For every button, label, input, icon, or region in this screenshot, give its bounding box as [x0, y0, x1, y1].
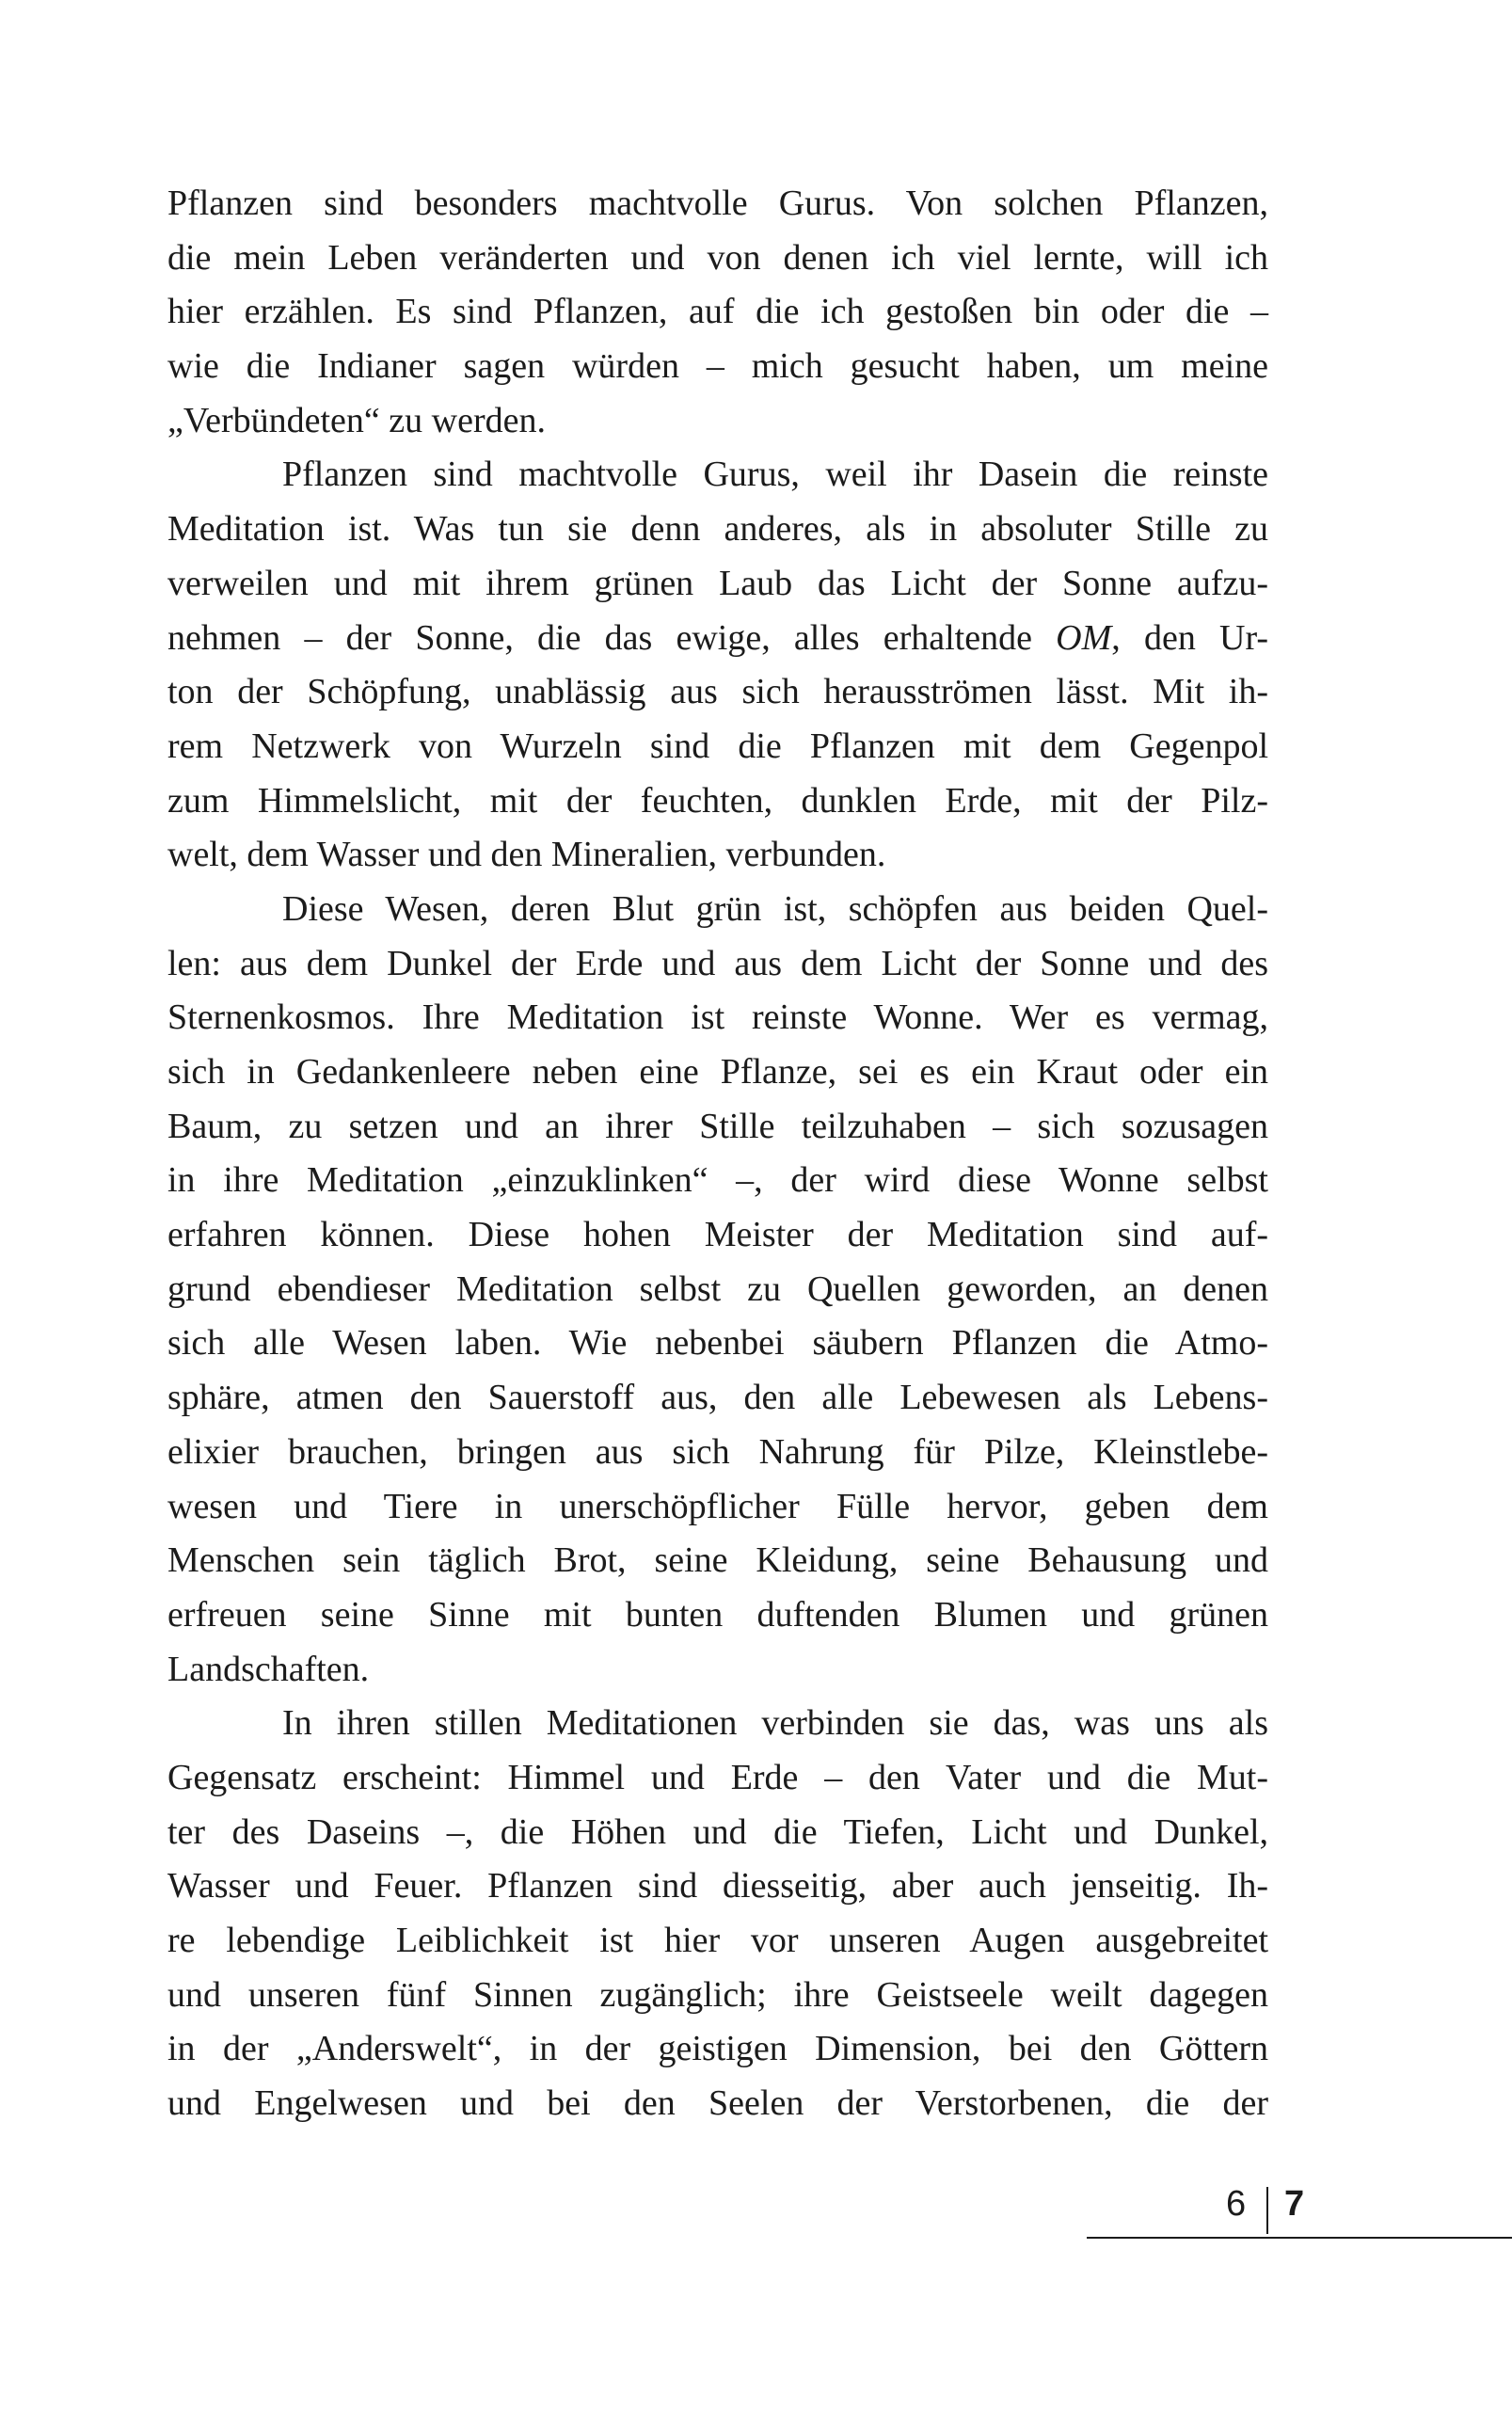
- text-line: elixier brauchen, bringen aus sich Nahrung für Pilze, Kleinstlebe-: [167, 1431, 1268, 1472]
- text-line: die mein Leben veränderten und von denen ich viel lernte, will ich: [167, 237, 1268, 278]
- paragraph-start-line: Pflanzen sind machtvolle Gurus, weil ihr Dasein die reinste: [282, 455, 1268, 495]
- text-line: in ihre Meditation „einzuklinken“ –, der wird diese Wonne selbst: [167, 1160, 1268, 1201]
- text-line: erfahren können. Diese hohen Meister der Meditation sind auf-: [167, 1215, 1268, 1255]
- text-line: Baum, zu setzen und an ihrer Stille teilzuhaben – sich sozusagen: [167, 1106, 1268, 1146]
- page-number-right: 7: [1284, 2184, 1305, 2224]
- text-line: wesen und Tiere in unerschöpflicher Fülle hervor, geben dem: [167, 1486, 1268, 1526]
- page-number-divider: [1266, 2187, 1268, 2234]
- text-line: re lebendige Leiblichkeit ist hier vor unseren Augen ausgebreitet: [167, 1921, 1268, 1960]
- text-line: Landschaften.: [167, 1649, 370, 1689]
- page-number-left: 6: [1226, 2184, 1247, 2224]
- text-line: wie die Indianer sagen würden – mich gesucht haben, um meine: [167, 346, 1268, 387]
- text-line: Meditation ist. Was tun sie denn anderes, als in absoluter Stille zu: [167, 509, 1268, 550]
- text-line: sich alle Wesen laben. Wie nebenbei säubern Pflanzen die Atmo-: [167, 1323, 1268, 1364]
- text-line: Menschen sein täglich Brot, seine Kleidung, seine Behausung und: [167, 1540, 1268, 1581]
- text-segment: , den Ur-: [1111, 617, 1268, 658]
- text-line: Gegensatz erscheint: Himmel und Erde – den Vater und die Mut-: [167, 1757, 1268, 1797]
- text-line: len: aus dem Dunkel der Erde und aus dem Licht der Sonne und des: [167, 943, 1268, 983]
- text-line: und Engelwesen und bei den Seelen der Verstorbenen, die der: [167, 2083, 1268, 2124]
- text-line: Sternenkosmos. Ihre Meditation ist reinste Wonne. Wer es vermag,: [167, 997, 1268, 1038]
- text-line: Wasser und Feuer. Pflanzen sind diesseitig, aber auch jenseitig. Ih-: [167, 1866, 1268, 1906]
- paragraph-start-line: In ihren stillen Meditationen verbinden sie das, was uns als: [282, 1703, 1268, 1744]
- text-line: [167, 612, 1268, 666]
- text-segment: nehmen – der Sonne, die das ewige, alles erhaltende: [167, 617, 1032, 658]
- text-line: ton der Schöpfung, unablässig aus sich herausströmen lässt. Mit ih-: [167, 672, 1268, 712]
- text-line: ter des Daseins –, die Höhen und die Tiefen, Licht und Dunkel,: [167, 1811, 1268, 1852]
- text-line: erfreuen seine Sinne mit bunten duftenden Blumen und grünen: [167, 1594, 1268, 1635]
- text-line: grund ebendieser Meditation selbst zu Quellen geworden, an denen: [167, 1268, 1268, 1309]
- text-line: „Verbündeten“ zu werden.: [167, 400, 546, 440]
- text-line: rem Netzwerk von Wurzeln sind die Pflanzen mit dem Gegenpol: [167, 726, 1268, 766]
- text-line: welt, dem Wasser und den Mineralien, verbunden.: [167, 835, 886, 875]
- text-line: sphäre, atmen den Sauerstoff aus, den alle Lebewesen als Lebens-: [167, 1378, 1268, 1418]
- text-line: verweilen und mit ihrem grünen Laub das Licht der Sonne aufzu-: [167, 563, 1268, 603]
- footer-rule: [1087, 2237, 1512, 2239]
- text-line: und unseren fünf Sinnen zugänglich; ihre Geistseele weilt dagegen: [167, 1974, 1268, 2015]
- text-line: in der „Anderswelt“, in der geistigen Dimension, bei den Göttern: [167, 2029, 1268, 2069]
- paragraph-start-line: Diese Wesen, deren Blut grün ist, schöpfen aus beiden Quel-: [282, 888, 1268, 929]
- text-line: Pflanzen sind besonders machtvolle Gurus. Von solchen Pflanzen,: [167, 183, 1268, 223]
- page-number-footer: [1087, 2181, 1512, 2257]
- body-text: [167, 177, 1268, 2131]
- text-line: sich in Gedankenleere neben eine Pflanze, sei es ein Kraut oder ein: [167, 1052, 1268, 1092]
- italic-term: OM: [1056, 617, 1112, 658]
- text-line: hier erzählen. Es sind Pflanzen, auf die ich gestoßen bin oder die –: [167, 292, 1268, 332]
- text-line: zum Himmelslicht, mit der feuchten, dunklen Erde, mit der Pilz-: [167, 780, 1268, 821]
